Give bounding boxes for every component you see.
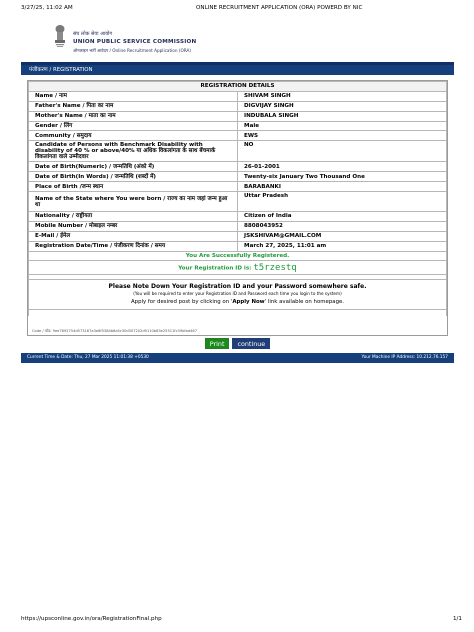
row-value: 8808043952 bbox=[238, 221, 447, 231]
print-header bbox=[21, 5, 462, 15]
current-time-date: Current Time & Date: Thu, 27 Mar 2025 11:01:38 +0530 bbox=[27, 355, 149, 360]
row-label: Community / समुदाय bbox=[29, 131, 238, 141]
table-row bbox=[29, 212, 447, 222]
table-row bbox=[29, 141, 447, 162]
action-buttons bbox=[21, 338, 454, 349]
success-message: You Are Successfully Registered. bbox=[29, 251, 447, 261]
org-subtitle: ऑनलाइन भर्ती आवेदन / Online Recruitment Application (ORA) bbox=[73, 48, 192, 53]
table-row bbox=[29, 162, 447, 172]
registration-details-panel bbox=[27, 80, 448, 336]
breadcrumb: पंजीकरण / REGISTRATION bbox=[21, 65, 454, 75]
table-row bbox=[29, 131, 447, 141]
row-value: Twenty-six January Two Thousand One bbox=[238, 172, 447, 182]
row-label: Father's Name / पिता का नाम bbox=[29, 101, 238, 111]
registration-heading: REGISTRATION DETAILS bbox=[29, 82, 447, 92]
note-apply-pre: Apply for desired post by clicking on ' bbox=[130, 299, 233, 306]
row-label: E-Mail / ईमेल bbox=[29, 231, 238, 241]
national-emblem-icon bbox=[53, 24, 67, 50]
table-row bbox=[29, 241, 447, 251]
print-button[interactable]: Print bbox=[205, 338, 230, 349]
row-label: Name / नाम bbox=[29, 91, 238, 101]
machine-ip: Your Machine IP Address: 10.212.76.157 bbox=[361, 355, 448, 360]
verification-code: Code / कोड: 9ee7692754d573167a3e8f5384b6a5c30d307202d9110b83e25511fc39bfad467 bbox=[32, 329, 198, 333]
print-url: https://upsconline.gov.in/ora/RegistrationFinal.php bbox=[21, 616, 162, 622]
spacer-row bbox=[29, 310, 447, 316]
row-value: Citizen of India bbox=[238, 212, 447, 222]
org-hindi-name: संघ लोक सेवा आयोग bbox=[73, 31, 113, 37]
header-logo-area bbox=[21, 19, 454, 62]
registration-table bbox=[28, 81, 447, 316]
page bbox=[21, 19, 454, 363]
note-small: (You will be required to enter your Registration ID and Password each time you login to the system) bbox=[133, 291, 342, 297]
table-row bbox=[29, 91, 447, 101]
row-label: Nationality / राष्ट्रीयता bbox=[29, 212, 238, 222]
status-bar bbox=[21, 353, 454, 363]
org-name: UNION PUBLIC SERVICE COMMISSION bbox=[73, 39, 197, 45]
note-apply bbox=[35, 299, 440, 305]
row-label: Registration Date/Time / पंजीकरण दिनांक / समय bbox=[29, 241, 238, 251]
row-label: Date of Birth(Numeric) / जन्मतिथि (अंको में) bbox=[29, 162, 238, 172]
row-value: NO bbox=[238, 141, 447, 162]
print-footer bbox=[21, 616, 462, 626]
row-value: JSKSHIVAM@GMAIL.COM bbox=[238, 231, 447, 241]
table-row bbox=[29, 221, 447, 231]
note-apply-post: ' link available on homepage. bbox=[264, 299, 345, 306]
table-row bbox=[29, 172, 447, 182]
row-label: Date of Birth(In Words) / जन्मतिथि (शब्दों में) bbox=[29, 172, 238, 182]
row-label: Name of the State where You were born / राज्य का नाम जहां जन्म हुआ था bbox=[29, 192, 238, 212]
row-value: March 27, 2025, 11:01 am bbox=[238, 241, 447, 251]
apply-now-text: Apply Now bbox=[232, 299, 265, 306]
table-row bbox=[29, 192, 447, 212]
print-datetime: 3/27/25, 11:02 AM bbox=[21, 5, 73, 11]
row-label: Gender / लिंग bbox=[29, 121, 238, 131]
registration-id-label: Your Registration ID is: bbox=[178, 265, 252, 272]
table-row bbox=[29, 111, 447, 121]
print-page-number: 1/1 bbox=[452, 616, 462, 622]
table-row bbox=[29, 231, 447, 241]
row-label: Mobile Number / मोबाइल नम्बर bbox=[29, 221, 238, 231]
row-label: Candidate of Persons with Benchmark Disability with disability of 40 % or above/40% या अधिक विकलांगता के साथ बेंचमार्क विकलांगता वाले उम्मीदवार bbox=[29, 141, 238, 162]
registration-id-value: t5rzestq bbox=[253, 262, 297, 273]
row-value: Male bbox=[238, 121, 447, 131]
continue-button[interactable]: continue bbox=[232, 338, 270, 349]
table-row bbox=[29, 182, 447, 192]
row-label: Mother's Name / माता का नाम bbox=[29, 111, 238, 121]
row-value: EWS bbox=[238, 131, 447, 141]
row-value: 26-01-2001 bbox=[238, 162, 447, 172]
table-row bbox=[29, 101, 447, 111]
row-value: BARABANKI bbox=[238, 182, 447, 192]
note-main: Please Note Down Your Registration ID and your Password somewhere safe. bbox=[108, 283, 367, 291]
row-value: INDUBALA SINGH bbox=[238, 111, 447, 121]
row-value: Uttar Pradesh bbox=[238, 192, 447, 212]
registration-id-row bbox=[29, 261, 447, 275]
table-row bbox=[29, 121, 447, 131]
print-title: ONLINE RECRUITMENT APPLICATION (ORA) POWERD BY NIC bbox=[196, 5, 363, 11]
row-label: Place of Birth /जन्म स्थान bbox=[29, 182, 238, 192]
registration-note bbox=[29, 280, 447, 310]
row-value: SHIVAM SINGH bbox=[238, 91, 447, 101]
row-value: DIGVIJAY SINGH bbox=[238, 101, 447, 111]
